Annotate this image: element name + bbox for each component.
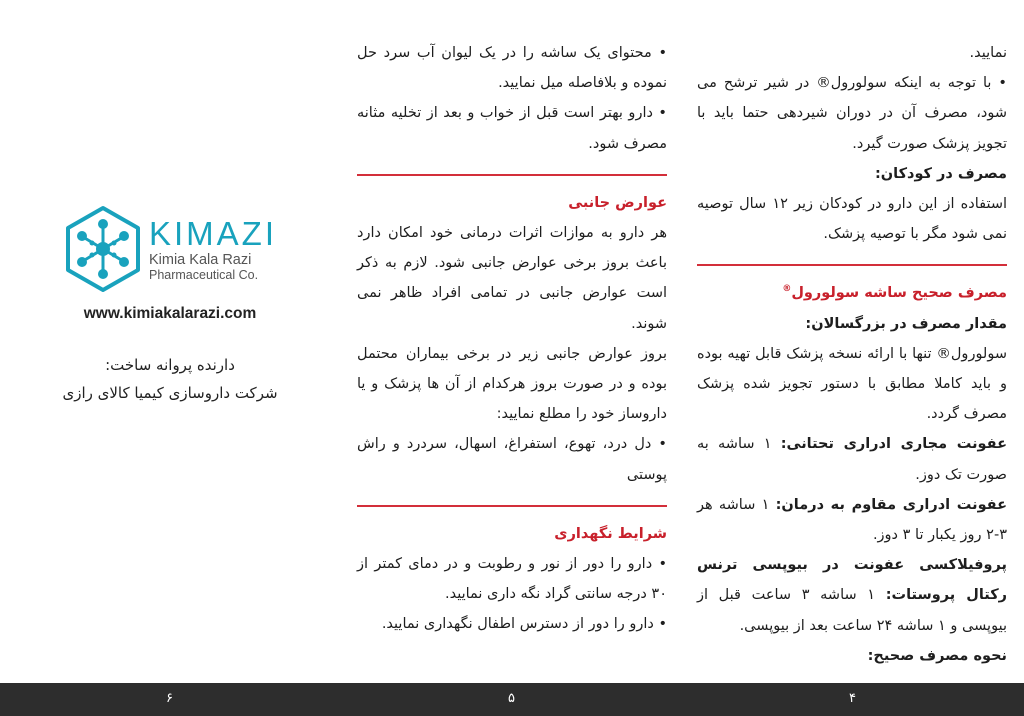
company-name-line1: Kimia Kala Razi bbox=[148, 251, 252, 268]
section-divider bbox=[357, 174, 667, 176]
resistant-uti-label: عفونت ادراری مقاوم به درمان: bbox=[775, 496, 1008, 513]
lower-uti-text: ۱ ساشه به صورت تک دوز. bbox=[697, 436, 1007, 483]
page-6-column bbox=[40, 205, 300, 407]
prophylaxis-dose bbox=[697, 550, 1007, 641]
section-divider bbox=[697, 264, 1007, 266]
page-5-column bbox=[357, 38, 667, 640]
page-4-column bbox=[697, 38, 1007, 671]
footer-bar bbox=[0, 683, 1024, 716]
side-effects-list: • دل درد، تهوع، استفراغ، اسهال، سردرد و راش پوستی bbox=[357, 436, 667, 483]
storage-bullet-temperature: • دارو را دور از نور و رطوبت و در دمای کمتر از ۳۰ درجه سانتی گراد نگه داری نمایید. bbox=[357, 556, 667, 603]
logo-wordmark bbox=[148, 214, 277, 282]
side-effects-heading: عوارض جانبی bbox=[568, 194, 667, 211]
children-heading: مصرف در کودکان: bbox=[874, 165, 1007, 182]
brand-name: KIMAZI bbox=[148, 214, 277, 252]
registered-mark: ® bbox=[782, 284, 792, 295]
nursing-bullet: • با توجه به اینکه سولورول® در شیر ترشح می شود، مصرف آن در دوران شیردهی حتما باید با تجویز پزشک صورت گیرد. bbox=[697, 75, 1007, 152]
timing-bullet: • دارو بهتر است قبل از خواب و بعد از تخلیه مثانه مصرف شود. bbox=[357, 105, 667, 152]
company-name-line2: Pharmaceutical Co. bbox=[148, 268, 259, 282]
company-logo bbox=[40, 205, 300, 293]
website-url: www.kimiakalarazi.com bbox=[83, 305, 257, 322]
license-label: دارنده پروانه ساخت: bbox=[105, 356, 235, 374]
children-text: استفاده از این دارو در کودکان زیر ۱۲ سال توصیه نمی شود مگر با توصیه پزشک. bbox=[697, 196, 1007, 243]
resistant-uti-dose bbox=[697, 490, 1007, 550]
resistant-uti-text: ۱ ساشه هر ۳-۲ روز یکبار تا ۳ دوز. bbox=[697, 496, 1007, 544]
dissolve-bullet: • محتوای یک ساشه را در یک لیوان آب سرد حل نموده و بلافاصله میل نمایید. bbox=[357, 45, 667, 92]
section-divider bbox=[357, 505, 667, 507]
adult-dose-heading: مقدار مصرف در بزرگسالان: bbox=[805, 315, 1007, 332]
storage-heading: شرایط نگهداری bbox=[554, 525, 667, 542]
prophylaxis-text: ۱ ساشه ۳ ساعت قبل از بیوپسی و ۱ ساشه ۲۴ ساعت بعد از بیوپسی. bbox=[697, 587, 1007, 634]
page-number-5: ۵ bbox=[508, 691, 515, 706]
how-to-heading: نحوه مصرف صحیح: bbox=[867, 647, 1007, 664]
lower-uti-dose bbox=[697, 429, 1007, 489]
continued-line: نمایید. bbox=[969, 45, 1007, 61]
lower-uti-label: عفونت مجاری ادراری تحتانی: bbox=[780, 436, 1007, 453]
page-number-4: ۴ bbox=[849, 691, 856, 706]
license-company: شرکت داروسازی کیمیا کالای رازی bbox=[62, 384, 278, 402]
adult-dose-text: سولورول® تنها با ارائه نسخه پزشک قابل تهیه بوده و باید کاملا مطابق با دستور تجویز شده پزشک مصرف گردد. bbox=[697, 345, 1007, 423]
page-number-6: ۶ bbox=[166, 691, 173, 706]
usage-heading: مصرف صحیح ساشه سولورول® bbox=[782, 284, 1007, 302]
side-effects-intro: هر دارو به موازات اثرات درمانی خود امکان دارد باعث بروز برخی عوارض جانبی شود. لازم به ذکر است عوارض جانبی در تمامی افراد ظاهر نمی شوند. bbox=[357, 225, 667, 332]
side-effects-warning: بروز عوارض جانبی زیر در برخی بیماران محتمل بوده و در صورت بروز هرکدام از آن ها پزشک و یا داروساز خود را مطلع نمایید: bbox=[357, 345, 667, 423]
hexagon-molecule-icon bbox=[63, 205, 143, 293]
prophylaxis-label: پروفیلاکسی عفونت در بیوپسی ترنس رکتال پروستات: bbox=[697, 557, 1007, 604]
storage-bullet-children: • دارو را دور از دسترس اطفال نگهداری نمایید. bbox=[381, 616, 667, 633]
license-holder bbox=[40, 351, 300, 407]
